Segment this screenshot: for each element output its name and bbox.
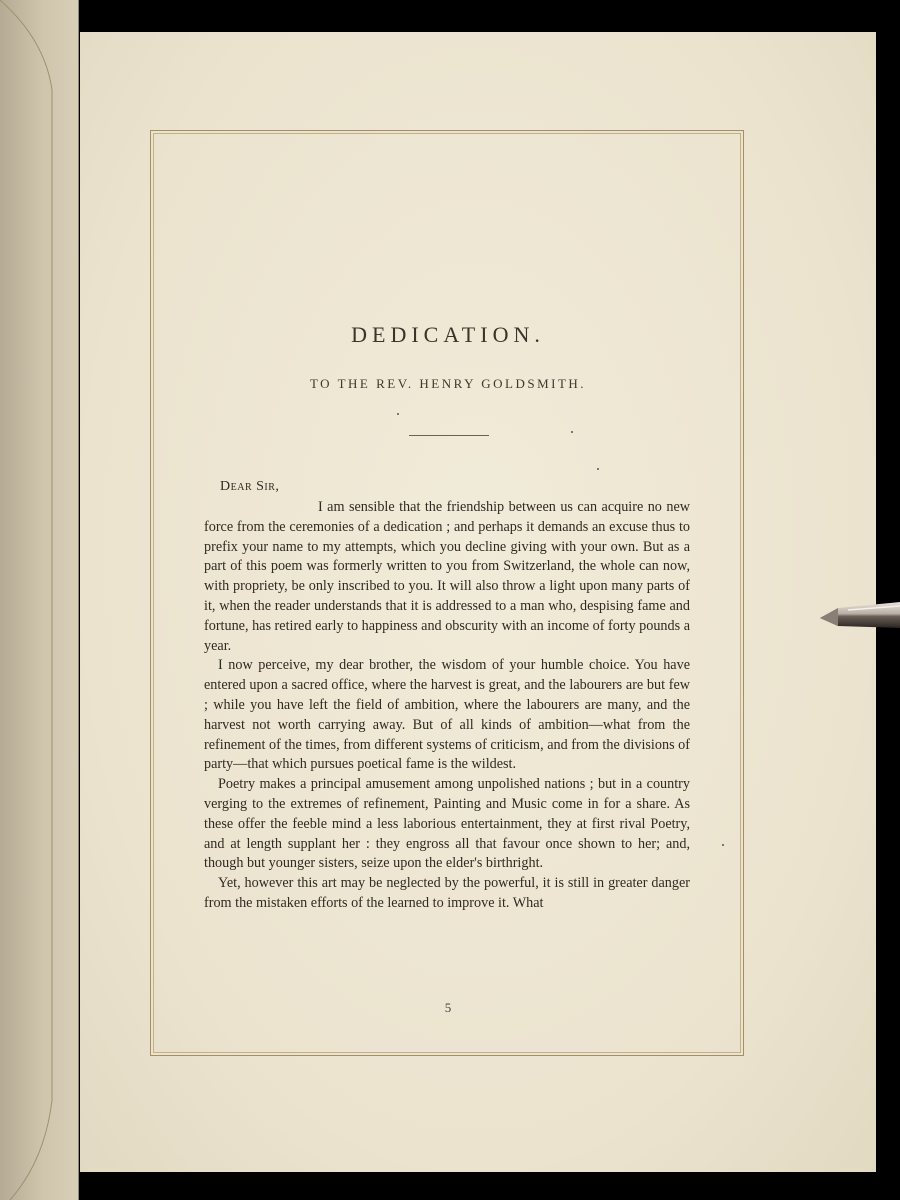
book-page [80,32,876,1172]
dedication-body [204,498,690,914]
paper-speck [597,468,599,470]
divider-rule [409,435,489,436]
paragraph-4: Yet, however this art may be neglected by the powerful, it is still in greater danger from the mistaken efforts of the learned to improve it. What [204,875,690,911]
paragraph-2: I now perceive, my dear brother, the wisdom of your humble choice. You have entered upon a sacred office, where the harvest is great, and the labourers are but few ; while you have left the field of ambition, where the labourers are many, and the harvest not worth carrying away. But of all kinds of ambition—what from the refinement of the times, from different systems of criticism, and from the divisions of party—that which pursues poetical fame is the wildest. [204,657,690,773]
paragraph-3: Poetry makes a principal amusement among unpolished nations ; but in a country verging to the extremes of refinement, Painting and Music come in for a share. As these offer the feeble mind a less laborious entertainment, they at first rival Poetry, and at length supplant her : they engross all that favour once shown to her; and, though but younger sisters, seize upon the elder's birthright. [204,776,690,872]
page-border-curve [0,0,78,1200]
paragraph-1: I am sensible that the friendship between us can acquire no new force from the ceremonies of a dedication ; and perhaps it demands an excuse thus to prefix your name to my attempts, which you decline giving with your own. But as a part of this poem was formerly written to you from Switzerland, the whole can now, with propriety, be only inscribed to you. It will also throw a light upon many parts of it, when the reader understands that it is addressed to a man who, despising fame and fortune, has retired early to happiness and obscurity with an income of forty pounds a year. [204,499,690,654]
salutation: Dear Sir, [220,479,280,494]
paper-speck [571,431,573,433]
page-title: DEDICATION. [351,322,545,347]
paper-speck [722,844,724,846]
dedication-subtitle: TO THE REV. HENRY GOLDSMITH. [309,376,587,391]
facing-page-edge [0,0,79,1200]
paper-speck [397,413,399,415]
page-number: 5 [444,1000,452,1015]
pen-pointer-icon [818,598,900,634]
